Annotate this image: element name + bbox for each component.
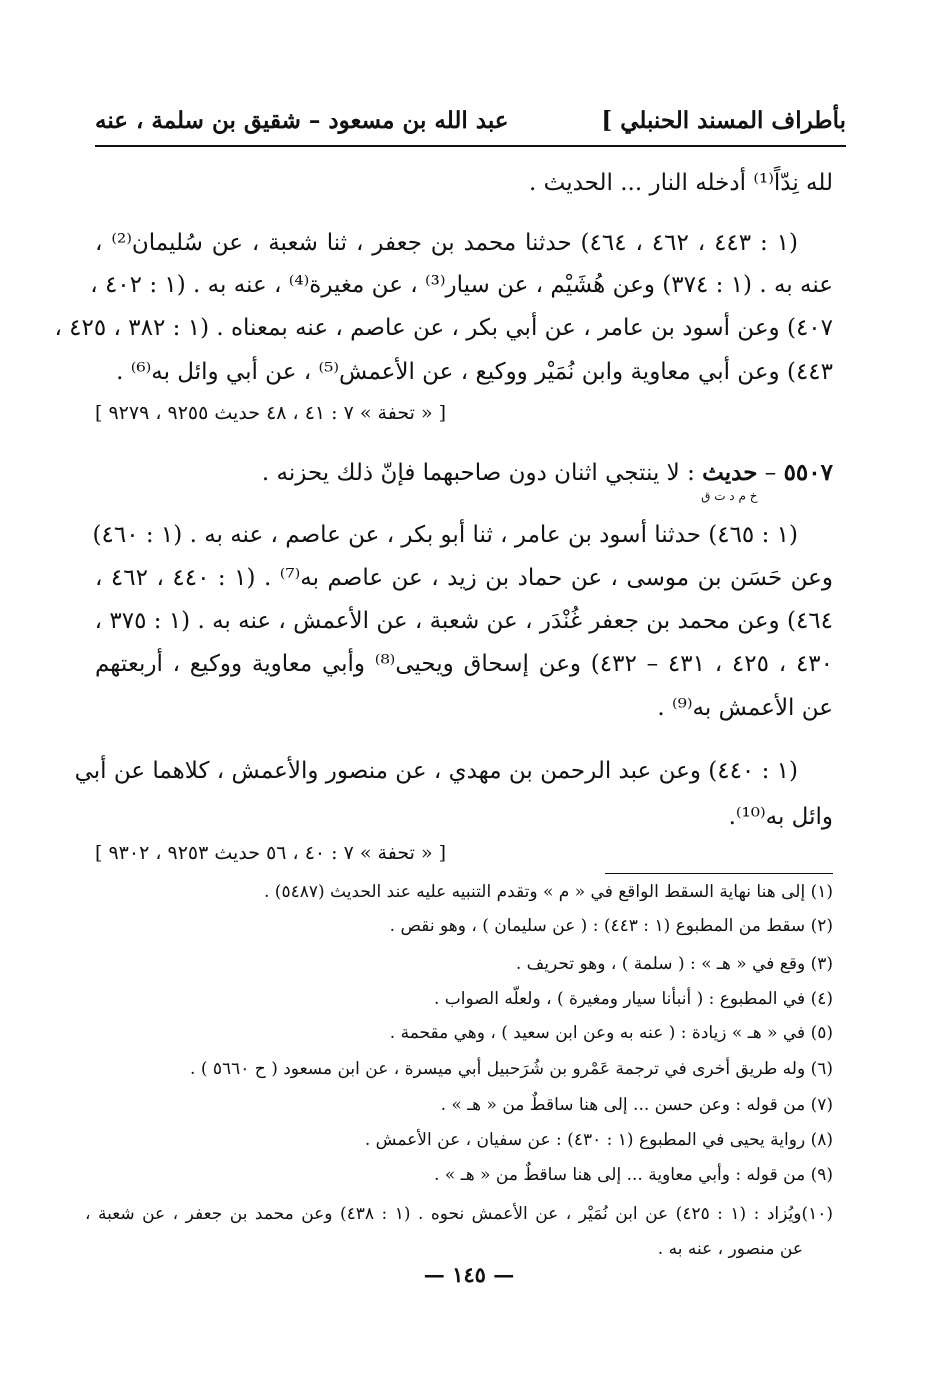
footnote: (٤) في المطبوع : ( أنبأنا سيار ومغيرة ) ، ولعلّه الصواب .: [433, 989, 833, 1009]
footnote: (٦) وله طريق أخرى في ترجمة عَمْرو بن شُرَحبيل أبي ميسرة ، عن ابن مسعود ( ح ٥٦٦٠ ) .: [190, 1059, 833, 1079]
page-number: — ١٤٥ —: [423, 1262, 515, 1287]
hadith-word: حديث: [702, 459, 758, 486]
text-line: لله نِدّاً⁽¹⁾ أدخله النار ... الحديث .: [528, 170, 833, 196]
footnote: (١) إلى هنا نهاية السقط الواقع في « م » وتقدم التنبيه عليه عند الحديث (٥٤٨٧) .: [264, 882, 833, 902]
hadith-sigla: خ م د ت ق: [701, 489, 758, 503]
text-line: ٤٤٣) وعن أبي معاوية وابن نُمَيْر ووكيع ، عن الأعمش⁽⁵⁾ ، عن أبي وائل به⁽⁶⁾ .: [116, 359, 833, 385]
text-line: وعن حَسَن بن موسى ، عن حماد بن زيد ، عن عاصم به⁽⁷⁾ . (١ : ٤٤٠ ، ٤٦٢ ،: [95, 565, 834, 591]
text-line: ٤٠٧) وعن أسود بن عامر ، عن أبي بكر ، عن عاصم ، عنه بمعناه . (١ : ٣٨٢ ، ٤٢٥ ،: [54, 315, 833, 341]
text-line: (١ : ٤٦٥) حدثنا أسود بن عامر ، ثنا أبو بكر ، عن عاصم ، عنه به . (١ : ٤٦٠): [92, 522, 798, 548]
footnote-continuation: عن منصور ، عنه به .: [657, 1239, 803, 1259]
book-title: بأطراف المسند الحنبلي ]: [601, 106, 846, 134]
footnote: (٥) في « هـ » زيادة : ( عنه به وعن ابن سعيد ) ، وهي مقحمة .: [389, 1023, 833, 1043]
hadith-heading: [261, 458, 833, 503]
hadith-label: [701, 459, 758, 503]
hadith-number: ٥٥٠٧: [783, 459, 833, 486]
footnote: (٨) رواية يحيى في المطبوع (١ : ٤٣٠) : عن سفيان ، عن الأعمش .: [364, 1130, 833, 1150]
footnote-separator: [605, 873, 833, 874]
tuhfa-reference: [ « تحفة » ٧ : ٤٠ ، ٥٦ حديث ٩٢٥٣ ، ٩٣٠٢ ]: [95, 842, 447, 864]
footnote: (٣) وقع في « هـ » : ( سلمة ) ، وهو تحريف .: [515, 954, 833, 974]
header-rule: [95, 145, 846, 147]
text-line: ٤٣٠ ، ٤٢٥ ، ٤٣١ – ٤٣٢) وعن إسحاق ويحيى⁽⁸⁾ وأبي معاوية ووكيع ، أربعتهم: [95, 651, 834, 677]
text-line: عنه به . (١ : ٣٧٤) وعن هُشَيْم ، عن سيار⁽³⁾ ، عن مغيرة⁽⁴⁾ ، عنه به . (١ : ٤٠٢ ،: [90, 272, 833, 298]
tuhfa-reference: [ « تحفة » ٧ : ٤١ ، ٤٨ حديث ٩٢٥٥ ، ٩٢٧٩ ]: [95, 402, 447, 424]
footnote: (٩) من قوله : وأبي معاوية ... إلى هنا ساقطٌ من « هـ » .: [434, 1165, 833, 1185]
section-title: عبد الله بن مسعود – شقيق بن سلمة ، عنه: [95, 106, 509, 134]
text-line: (١ : ٤٤٠) وعن عبد الرحمن بن مهدي ، عن منصور والأعمش ، كلاهما عن أبي: [74, 758, 798, 784]
text-line: عن الأعمش به⁽⁹⁾ .: [657, 695, 833, 721]
footnote: (٧) من قوله : وعن حسن ... إلى هنا ساقطٌ من « هـ » .: [440, 1095, 833, 1115]
hadith-text: : لا ينتجي اثنان دون صاحبهما فإنّ ذلك يحزنه .: [261, 460, 703, 486]
running-header: [95, 100, 846, 140]
text-line: (١ : ٤٤٣ ، ٤٦٢ ، ٤٦٤) حدثنا محمد بن جعفر ، ثنا شعبة ، عن سُليمان⁽²⁾ ،: [95, 230, 798, 256]
text-line: ٤٦٤) وعن محمد بن جعفر غُنْدَر ، عن شعبة ، عن الأعمش ، عنه به . (١ : ٣٧٥ ،: [94, 608, 833, 634]
footnote: (٢) سقط من المطبوع (١ : ٤٤٣) : ( عن سليمان ) ، وهو نقص .: [389, 916, 833, 936]
hadith-dash: –: [757, 460, 784, 486]
footnote: (١٠)ويُزاد : (١ : ٤٢٥) عن ابن نُمَيْر ، عن الأعمش نحوه . (١ : ٤٣٨) وعن محمد بن جعفر ، عن شعبة ،: [85, 1204, 833, 1224]
text-line: وائل به⁽¹⁰⁾.: [728, 804, 833, 830]
